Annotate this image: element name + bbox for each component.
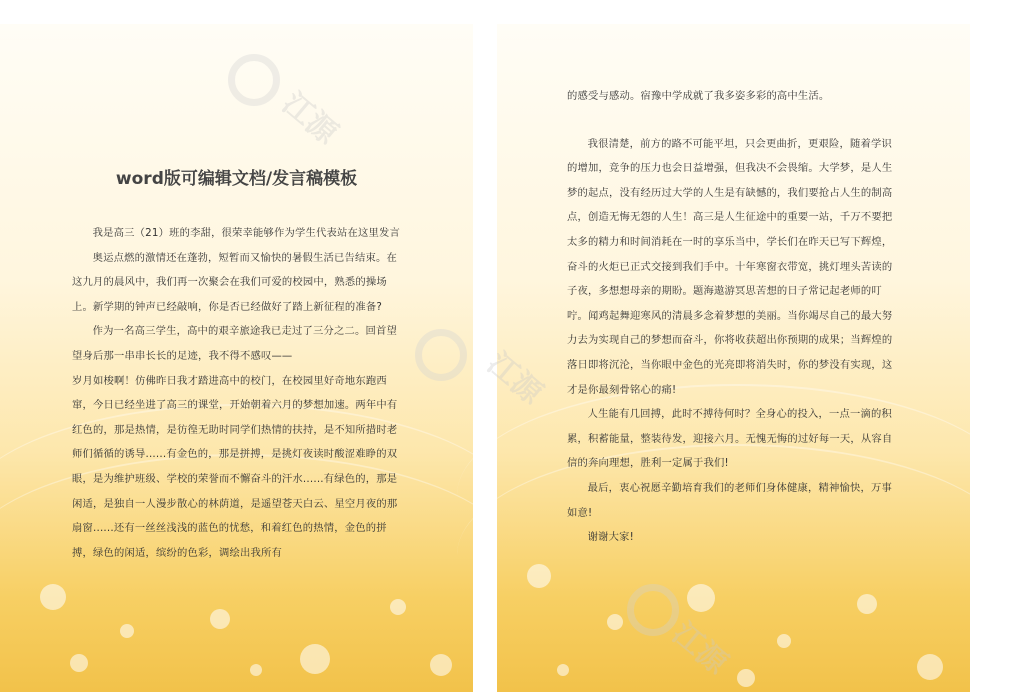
bokeh-dot [250,664,262,676]
paragraph: 岁月如梭啊！仿佛昨日我才踏进高中的校门，在校园里好奇地东跑西窜，今日已经坐进了高三的课堂，开始朝着六月的梦想加速。两年中有红色的，那是热情，是彷徨无助时同学们热情的扶持，是不知所措时老师们循循的诱导......有金色的，那是拼搏，是挑灯夜读时酸涩难睁的双眼，是为维护班级、学校的荣誉而不懈奋斗的汗水......有绿色的，那是闲适，是独自一人漫步散心的林荫道，是遥望苍天白云、星空月夜的那扇窗......还有一丝丝浅浅的蓝色的忧愁，和着红色的热情，金色的拼搏，绿色的闲适，缤纷的色彩，调绘出我所有 [72,374,398,559]
bokeh-dot [430,654,452,676]
bokeh-dot [687,584,715,612]
watermark-logo-icon [415,329,467,381]
watermark-text: 江源 [665,615,734,682]
watermark-text: 江源 [480,345,549,412]
paragraph: 最后，衷心祝愿辛勤培育我们的老师们身体健康，精神愉快，万事如意! [567,481,893,519]
bokeh-dot [390,599,406,615]
paragraph: 奥运点燃的激情还在蓬勃，短暂而又愉快的暑假生活已告结束。在这九月的晨风中，我们再一次聚会在我们可爱的校园中，熟悉的操场上。新学期的钟声已经敲响，你是否已经做好了踏上新征程的准备? [72,251,398,313]
bokeh-dot [737,669,755,687]
paragraph: 谢谢大家! [587,531,634,544]
document-page-right [480,24,970,692]
paragraph: 作为一名高三学生，高中的艰辛旅途我已走过了三分之二。回首望望身后那一串串长长的足迹，我不得不感叹—— [72,325,398,362]
bokeh-dot [40,584,66,610]
watermark-logo-icon [627,584,679,636]
bokeh-dot [300,644,330,674]
bokeh-dot [917,654,943,680]
watermark-text: 江源 [275,85,344,152]
bokeh-dot [777,634,791,648]
bokeh-dot [557,664,569,676]
bokeh-dot [857,594,877,614]
bokeh-dot [120,624,134,638]
bokeh-dot [527,564,551,588]
watermark-logo-icon [228,54,280,106]
bokeh-dot [70,654,88,672]
document-page-left [0,24,473,692]
right-body-text [567,84,900,550]
document-title: word版可编辑文档/发言稿模板 [115,169,358,189]
left-body-text [72,221,405,565]
bokeh-dot [607,614,623,630]
paragraph: 的感受与感动。宿豫中学成就了我多姿多彩的高中生活。 [567,90,830,102]
paragraph: 我是高三（21）班的李甜，很荣幸能够作为学生代表站在这里发言 [92,227,401,239]
paragraph-gap [567,109,900,132]
bokeh-dot [210,609,230,629]
paragraph: 我很清楚，前方的路不可能平坦，只会更曲折，更艰险，随着学识的增加，竞争的压力也会日益增强，但我决不会畏缩。大学梦，是人生梦的起点，没有经历过大学的人生是有缺憾的，我们要抢占人生的制高点，创造无悔无怨的人生！高三是人生征途中的重要一站，千万不要把太多的精力和时间消耗在一时的享乐当中，学长们在昨天已写下辉煌，奋斗的火炬已正式交接到我们手中。十年寒窗衣带宽，挑灯埋头苦读的子夜，多想想母亲的期盼。题海遨游冥思苦想的日子常记起老师的叮咛。闻鸡起舞迎寒风的清晨多念着梦想的美丽。当你竭尽自己的最大努力去为实现自己的梦想而奋斗，你将收获超出你预期的成果；当辉煌的落日即将沉沦，当你眼中金色的光亮即将消失时，你的梦没有实现，这才是你最刻骨铭心的痛! [567,137,893,396]
paragraph: 人生能有几回搏，此时不搏待何时？全身心的投入，一点一滴的积累，积蓄能量，整装待发，迎接六月。无愧无悔的过好每一天，从容自信的奔向理想，胜利一定属于我们! [567,408,893,470]
